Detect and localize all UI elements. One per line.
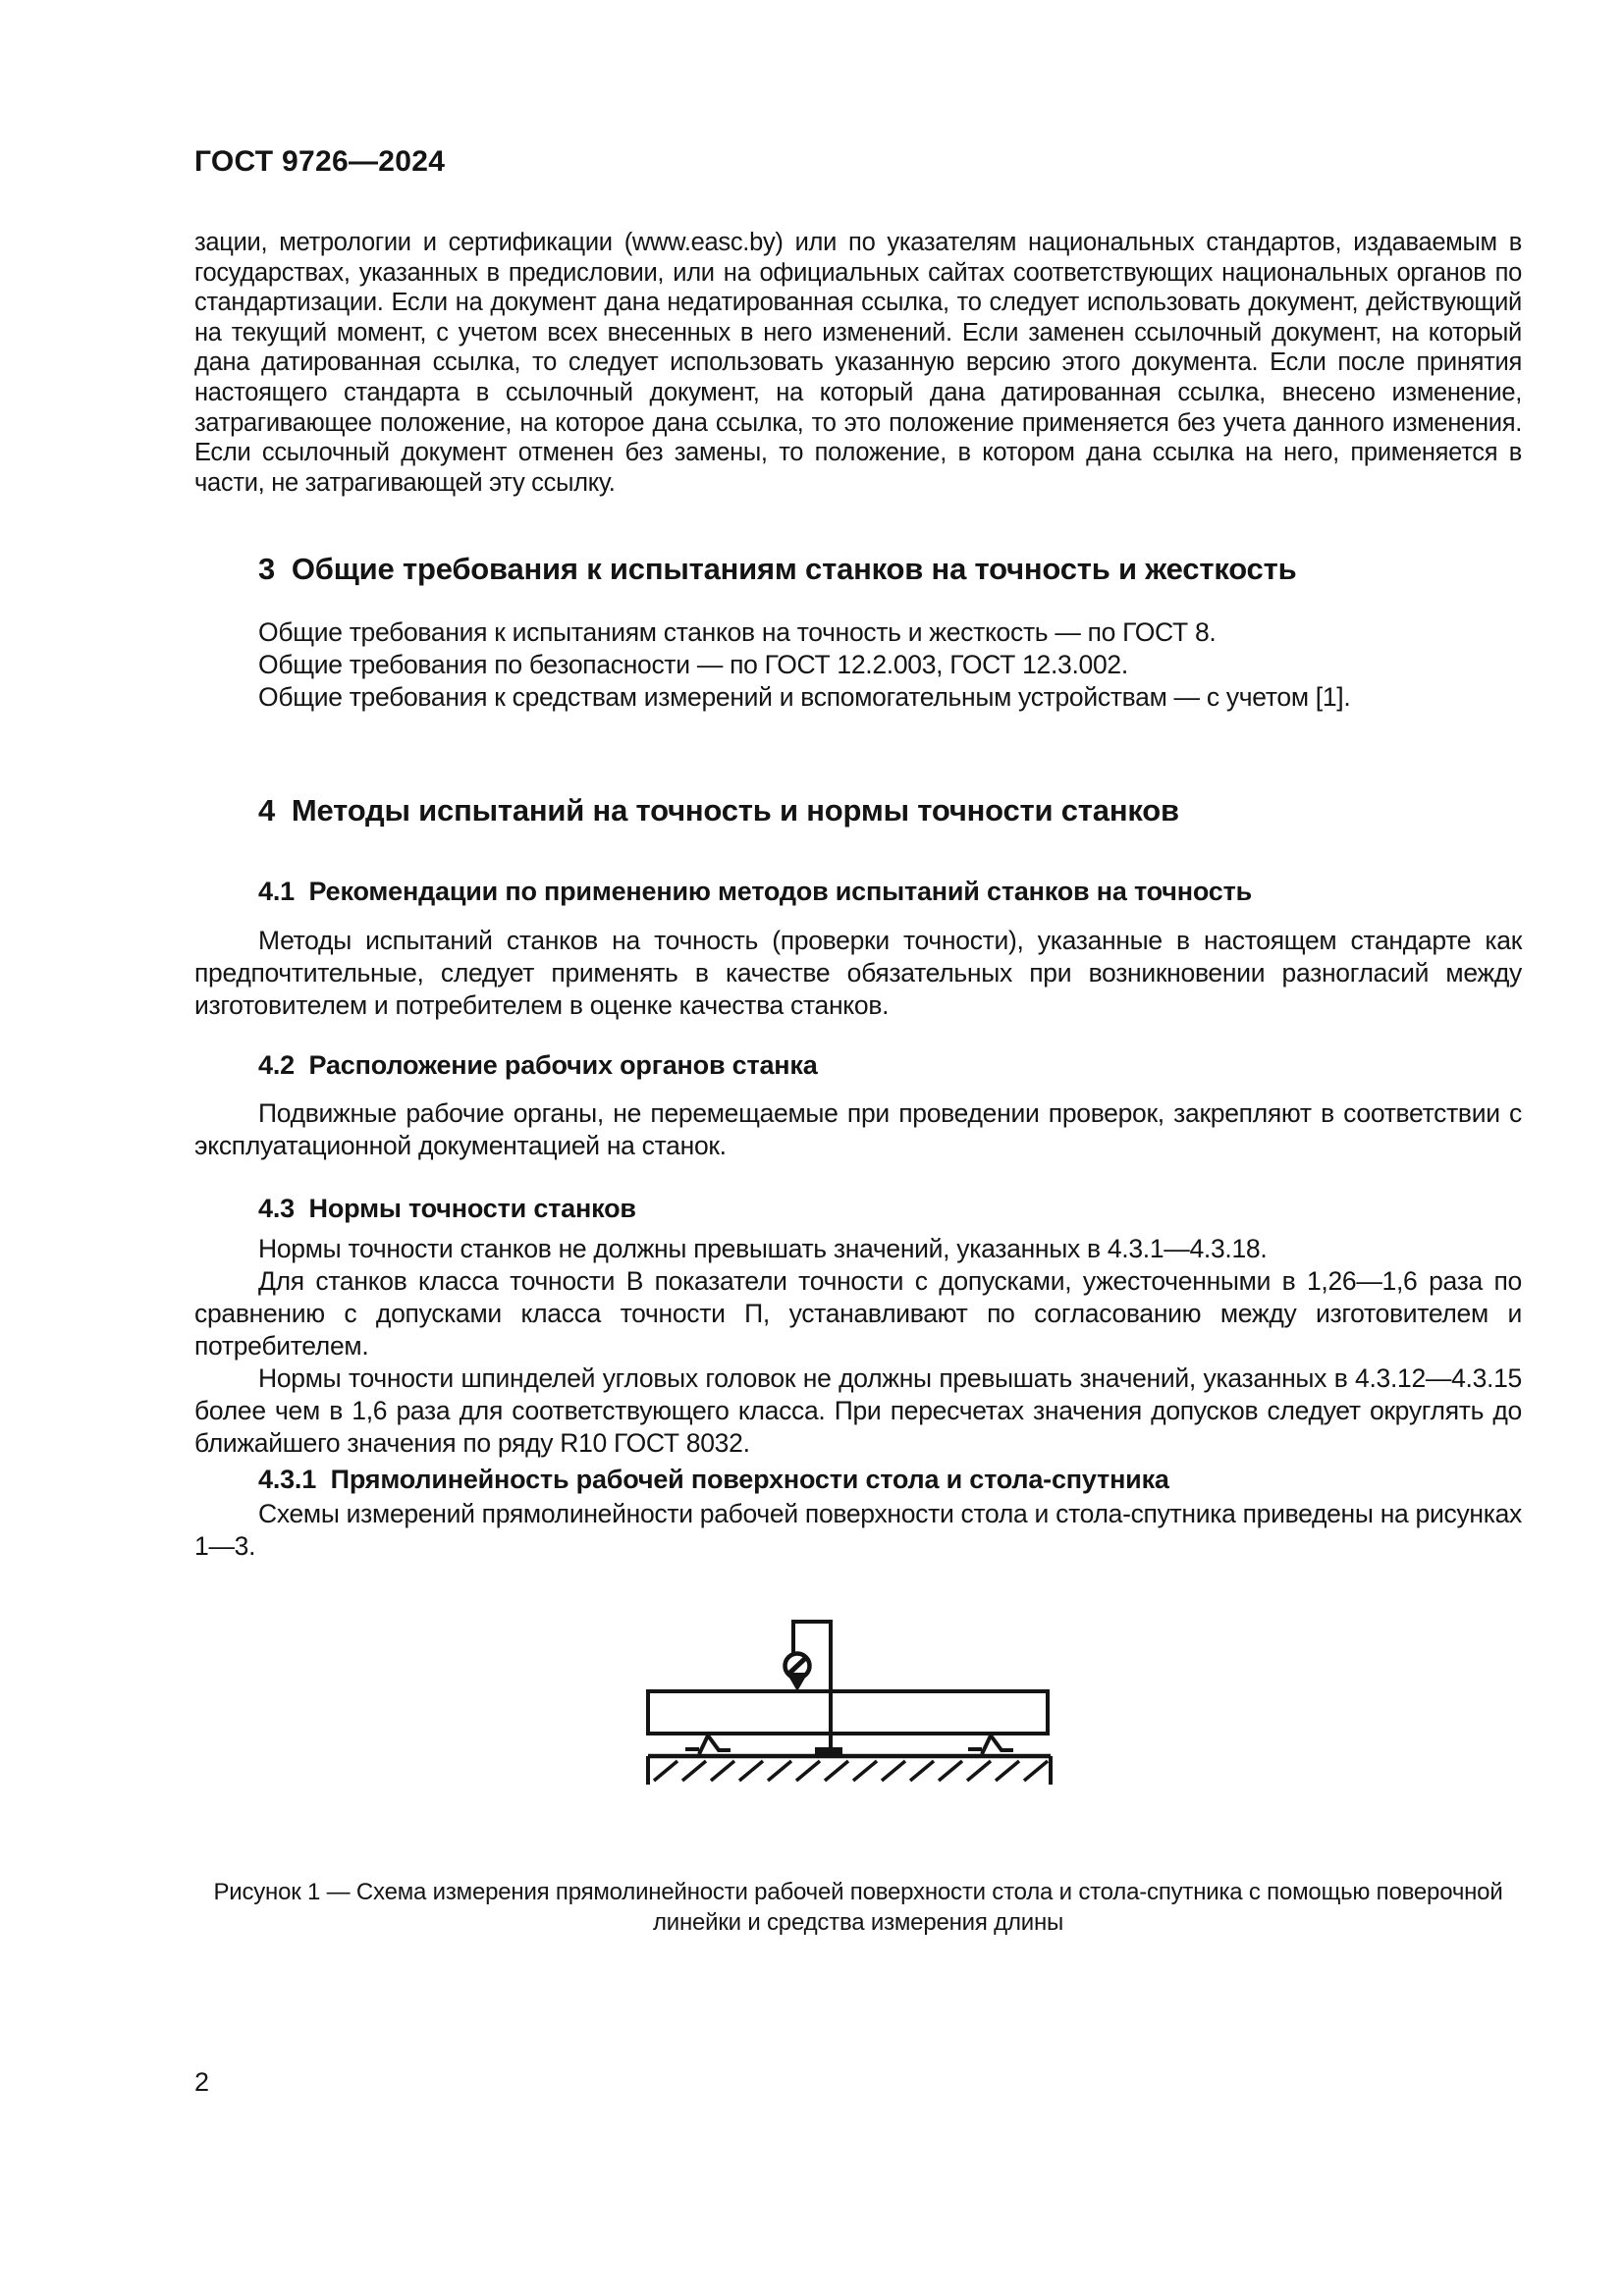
normative-references-continued-paragraph: зации, метрологии и сертификации (www.easc.by) или по указателям национальных стандартов, издаваемым в государствах, указанных в предисловии, или на официальных сайтах соответствующих национальных органов по стандартизации. Если на документ дана недатированная ссылка, то следует использовать документ, действующий на текущий момент, с учетом всех внесенных в него изменений. Если заменен ссылочный документ, на который дана датированная ссылка, то следует использовать указанную версию этого документа. Если после принятия настоящего стандарта в ссылочный документ, на который дана датированная ссылка, внесено изменение, затрагивающее положение, на которое дана ссылка, то это положение применяется без учета данного изменения. Если ссылочный документ отменен без замены, то положение, в котором дана ссылка на него, применяется в части, не затрагивающей эту ссылку. xyxy=(194,229,1522,497)
section-3-heading: 3 Общие требования к испытаниям станков на точность и жесткость xyxy=(258,552,1297,586)
paragraph: Нормы точности шпинделей угловых головок не должны превышать значений, указанных в 4.3.12—4.3.15 более чем в 1,6 раза для соответствующего класса. При пересчетах значения допусков следует округлять до ближайшего значения по ряду R10 ГОСТ 8032. xyxy=(194,1363,1522,1458)
surface-plate xyxy=(648,1756,1051,1785)
section-4-2-paragraph: Подвижные рабочие органы, не перемещаемые при проведении проверок, закрепляют в соответствии с эксплуатационной документацией на станок. xyxy=(194,1098,1522,1160)
figure-1-caption: Рисунок 1 — Схема измерения прямолинейности рабочей поверхности стола и стола-спутника с помощью поверочной линейки и средства измерения длины xyxy=(213,1879,1503,1936)
section-4-heading: 4 Методы испытаний на точность и нормы точности станков xyxy=(258,793,1179,828)
support-right-icon xyxy=(968,1735,1013,1754)
section-4-3-1-paragraph: Схемы измерений прямолинейности рабочей поверхности стола и стола-спутника приведены на рисунках 1—3. xyxy=(194,1499,1522,1561)
dial-indicator-icon xyxy=(785,1654,810,1692)
paragraph: Для станков класса точности В показатели точности с допусками, ужесточенными в 1,26—1,6 раза по сравнению с допусками класса точности П, устанавливают по согласованию между изготовителем и потребителем. xyxy=(194,1266,1522,1361)
hatching xyxy=(654,1761,1048,1781)
section-4-1-paragraph: Методы испытаний станков на точность (проверки точности), указанные в настоящем стандарте как предпочтительные, следует применять в качестве обязательных при возникновении разногласий между изготовителем и потребителем в оценке качества станков. xyxy=(194,926,1522,1020)
section-4-1-heading: 4.1 Рекомендации по применению методов испытаний станков на точность xyxy=(258,877,1252,906)
section-4-2-heading: 4.2 Расположение рабочих органов станка xyxy=(258,1050,818,1080)
paragraph: Общие требования к средствам измерений и вспомогательным устройствам — с учетом [1]. xyxy=(258,682,1351,712)
figure-1-diagram xyxy=(640,1612,1056,1790)
paragraph: Общие требования по безопасности — по ГОСТ 12.2.003, ГОСТ 12.3.002. xyxy=(258,650,1128,679)
straightedge xyxy=(648,1691,1048,1734)
paragraph: Общие требования к испытаниям станков на точность и жесткость — по ГОСТ 8. xyxy=(258,617,1217,647)
section-4-3-body xyxy=(194,1233,1522,1460)
section-4-3-heading: 4.3 Нормы точности станков xyxy=(258,1194,636,1223)
section-3-body xyxy=(194,616,1522,714)
paragraph: Нормы точности станков не должны превышать значений, указанных в 4.3.1—4.3.18. xyxy=(258,1234,1268,1263)
figure-1 xyxy=(640,1612,1056,1795)
page-number: 2 xyxy=(194,2067,210,2097)
section-4-3-1-heading: 4.3.1 Прямолинейность рабочей поверхности стола и стола-спутника xyxy=(258,1465,1169,1494)
document-number-header: ГОСТ 9726—2024 xyxy=(194,145,446,178)
support-left-icon xyxy=(685,1735,731,1754)
